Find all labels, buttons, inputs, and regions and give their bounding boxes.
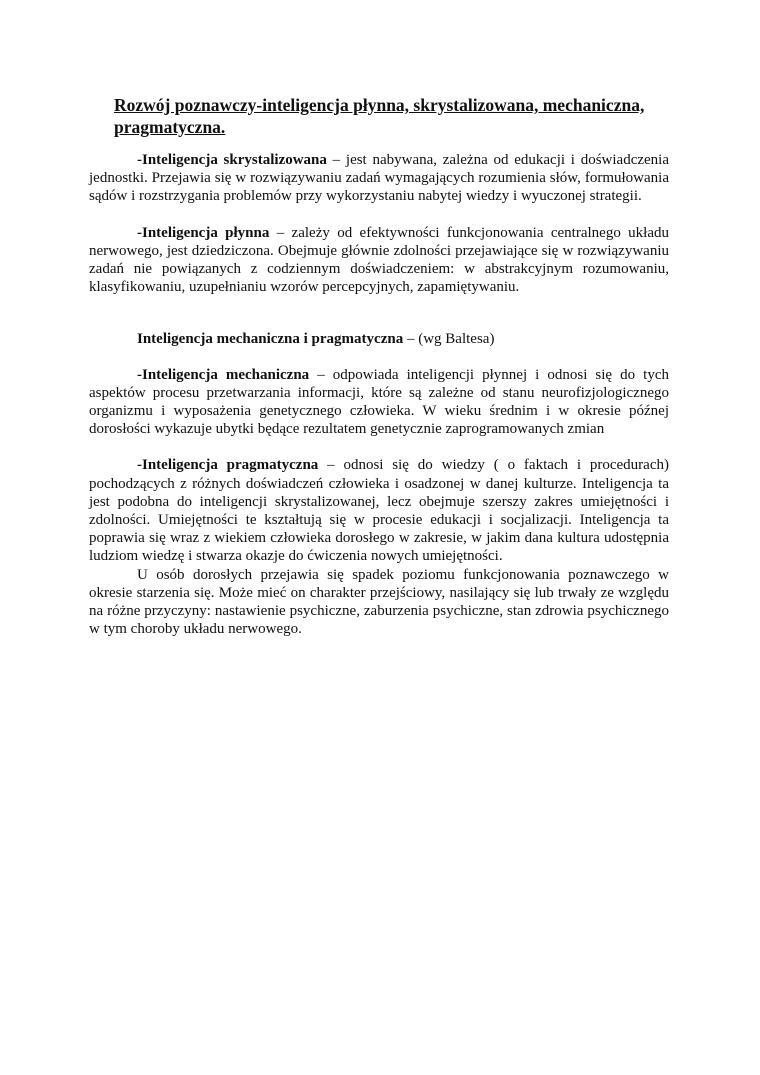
paragraph-crystallized-intelligence: [89, 151, 669, 206]
paragraph-text: – zależy od efektywności funkcjonowania centralnego układu nerwowego, jest dziedziczona. Obejmuje głównie zdolności przejawiające się w rozwiązywaniu zadań nie powiązanych z codziennym doświadczeniem: w abstrakcyjnym rozumowaniu, klasyfikowaniu, uzupełnianiu wzorów percepcyjnych, zapamiętywaniu.: [89, 224, 669, 296]
paragraph-pragmatic-intelligence: [89, 456, 669, 565]
paragraph-text: – odpowiada inteligencji płynnej i odnosi się do tych aspektów procesu przetwarzania informacji, które są zależne od stanu neurofizjologicznego organizmu i wyposażenia genetycznego człowieka. W wieku średnim i w okresie późnej dorosłości wykazuje ubytki będące rezultatem genetycznie zaprogramowanych zmian: [89, 366, 669, 438]
section-heading-term: Inteligencja mechaniczna i pragmatyczna: [137, 331, 404, 348]
section-heading-baltes: [89, 330, 669, 348]
paragraph-text: – odnosi się do wiedzy ( o faktach i procedurach) pochodzących z różnych doświadczeń człowieka i osadzonej w danej kulturze. Inteligencja ta jest podobna do inteligencji skrystalizowanej, lecz obejmuje szerszy zakres umiejętności i zdolności. Umiejętności te kształtują się w procesie edukacji i socjalizacji. Inteligencja ta poprawia się wraz z wiekiem człowieka dorosłego w zakresie, w jakim dana kultura udostępnia ludziom wiedzę i stwarza okazje do ćwiczenia nowych umiejętności.: [89, 457, 669, 565]
term-pragmatic-intelligence: -Inteligencja pragmatyczna: [137, 457, 319, 474]
document-title: Rozwój poznawczy-inteligencja płynna, skrystalizowana, mechaniczna, pragmatyczna.: [114, 95, 645, 137]
term-mechanical-intelligence: -Inteligencja mechaniczna: [137, 366, 310, 383]
document-body: [89, 151, 669, 638]
paragraph-cognitive-decline: U osób dorosłych przejawia się spadek poziomu funkcjonowania poznawczego w okresie starzenia się. Może mieć on charakter przejściowy, nasilający się lub trwały ze względu na różne przyczyny: nastawienie psychiczne, zaburzenia psychiczne, stan zdrowia psychicznego w tym choroby układu nerwowego.: [89, 566, 669, 638]
paragraph-text: – jest nabywana, zależna od edukacji i doświadczenia jednostki. Przejawia się w rozwiązywaniu zadań wymagających rozumienia słów, formułowania sądów i rozstrzygania problemów przy wykorzystaniu nabytej wiedzy i wyuczonej strategii.: [89, 152, 669, 205]
term-crystallized-intelligence: -Inteligencja skrystalizowana: [137, 152, 327, 168]
paragraph-fluid-intelligence: [89, 224, 669, 297]
section-heading-note: – (wg Baltesa): [403, 331, 495, 348]
term-fluid-intelligence: -Inteligencja płynna: [137, 224, 270, 241]
paragraph-mechanical-intelligence: [89, 366, 669, 439]
